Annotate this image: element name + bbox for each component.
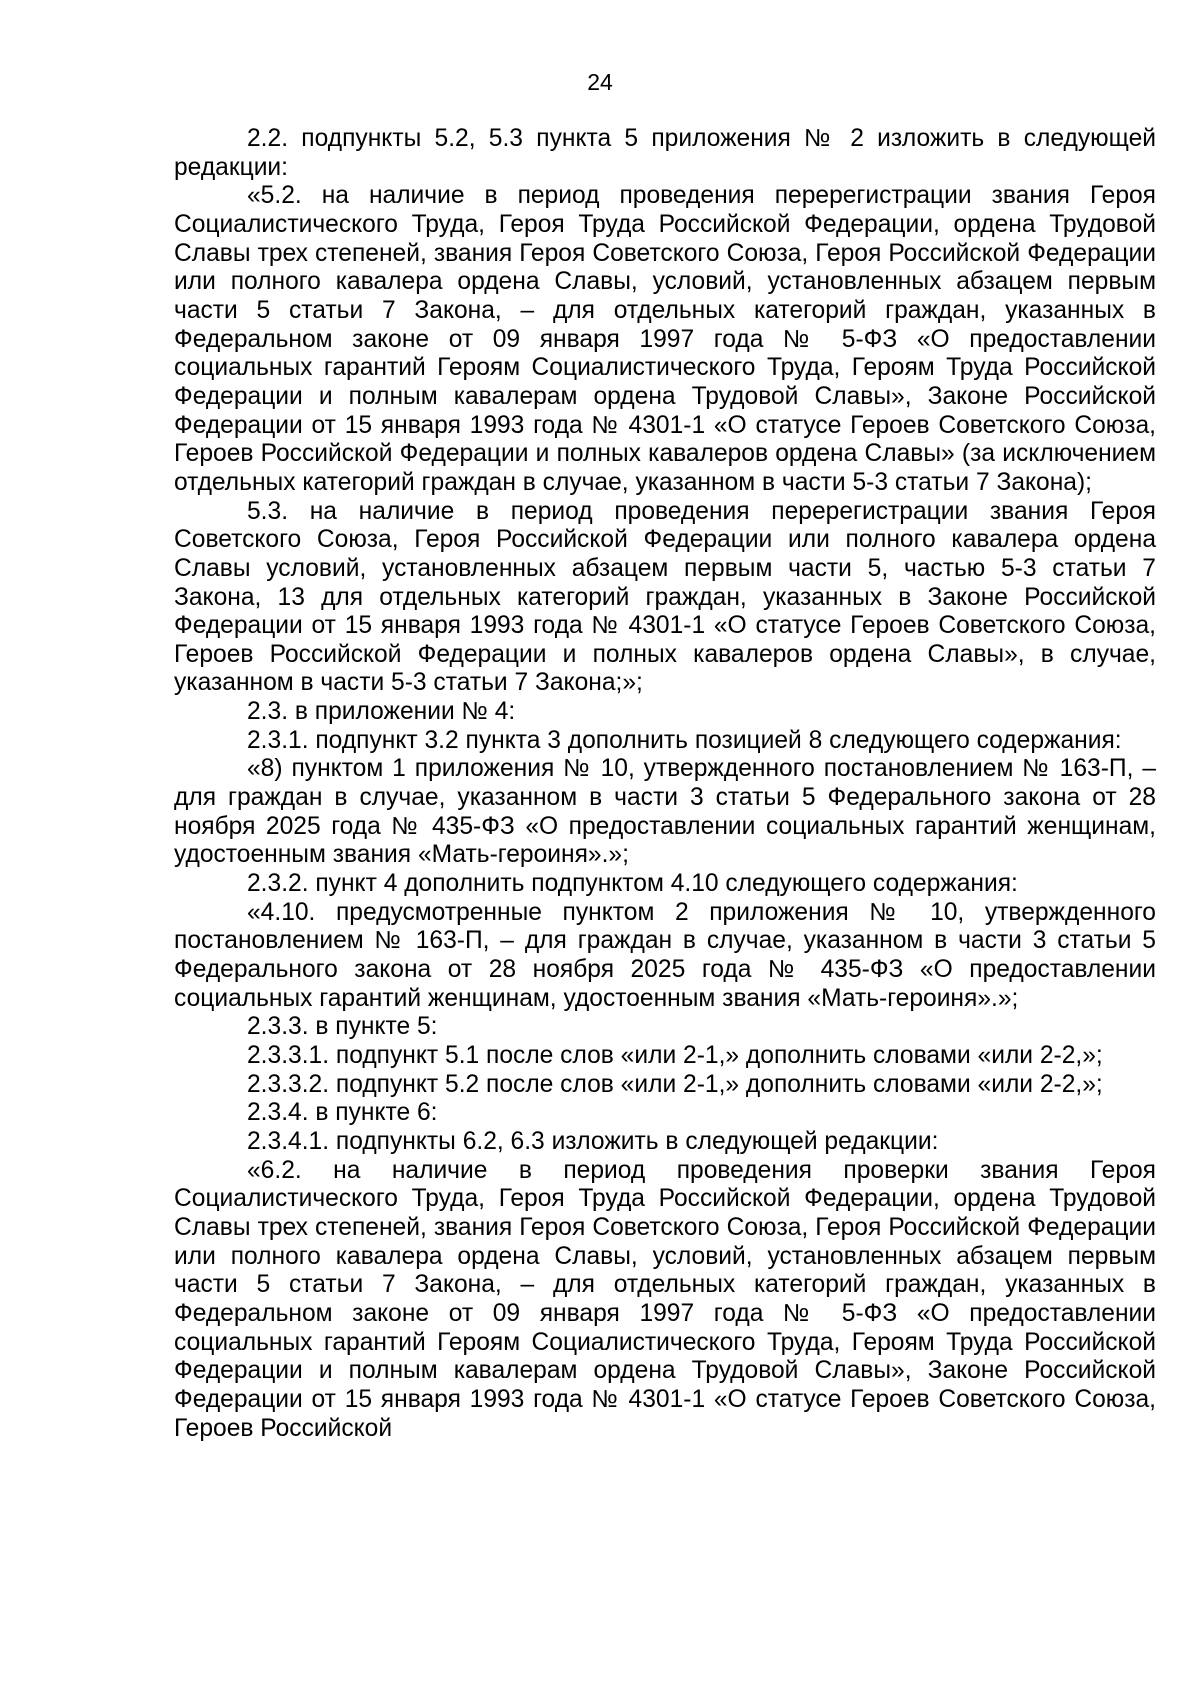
page-number: 24 [587,69,613,95]
paragraph-6-2: «6.2. на наличие в период проведения проверки звания Героя Социалистического Труда, Героя Труда Российской Федерации, ордена Трудовой Славы трех степеней, звания Героя Советского Союза, Героя Российской Федерации или полного кавалера ордена Славы, условий, установленных абзацем первым части 5 статьи 7 Закона, – для отдельных категорий граждан, указанных в Федеральном законе от 09 января 1997 года № 5-ФЗ «О предоставлении социальных гарантий Героям Социалистического Труда, Героям Труда Российской Федерации и полным кавалерам ордена Трудовой Славы», Законе Российской Федерации от 15 января 1993 года № 4301-1 «О статусе Героев Советского Союза, Героев Российской [174,1156,1156,1442]
paragraph-2-3-2: 2.3.2. пункт 4 дополнить подпунктом 4.10 следующего содержания: [247,870,1018,898]
paragraph-5-3: 5.3. на наличие в период проведения перерегистрации звания Героя Советского Союза, Героя Российской Федерации или полного кавалера ордена Славы условий, установленных абзацем первым части 5, частью 5-3 статьи 7 Закона, 13 для отдельных категорий граждан, указанных в Законе Российской Федерации от 15 января 1993 года № 4301-1 «О статусе Героев Советского Союза, Героев Российской Федерации и полных кавалеров ордена Славы», в случае, указанном в части 5-3 статьи 7 Закона;»; [174,497,1156,697]
paragraph-5-2: «5.2. на наличие в период проведения перерегистрации звания Героя Социалистического Труда, Героя Труда Российской Федерации, ордена Трудовой Славы трех степеней, звания Героя Советского Союза, Героя Российской Федерации или полного кавалера ордена Славы, условий, установленных абзацем первым части 5 статьи 7 Закона, – для отдельных категорий граждан, указанных в Федеральном законе от 09 января 1997 года № 5-ФЗ «О предоставлении социальных гарантий Героям Социалистического Труда, Героям Труда Российской Федерации и полным кавалерам ордена Трудовой Славы», Законе Российской Федерации от 15 января 1993 года № 4301-1 «О статусе Героев Советского Союза, Героев Российской Федерации и полных кавалеров ордена Славы» (за исключением отдельных категорий граждан в случае, указанном в части 5-3 статьи 7 Закона); [174,182,1156,496]
paragraph-2-3-1: 2.3.1. подпункт 3.2 пункта 3 дополнить позицией 8 следующего содержания: [247,726,1122,754]
paragraph-2-3: 2.3. в приложении № 4: [247,698,516,726]
paragraph-2-2: 2.2. подпункты 5.2, 5.3 пункта 5 приложения № 2 изложить в следующей редакции: [174,125,1156,181]
paragraph-item-8: «8) пунктом 1 приложения № 10, утвержденного постановлением № 163-П, – для граждан в случае, указанном в части 3 статьи 5 Федерального закона от 28 ноября 2025 года № 435-ФЗ «О предоставлении социальных гарантий женщинам, удостоенным звания «Мать-героиня».»; [174,755,1156,869]
paragraph-4-10: «4.10. предусмотренные пунктом 2 приложения № 10, утвержденного постановлением № 163-П, – для граждан в случае, указанном в части 3 статьи 5 Федерального закона от 28 ноября 2025 года № 435-ФЗ «О предоставлении социальных гарантий женщинам, удостоенным звания «Мать-героиня».»; [174,898,1156,1012]
paragraph-2-3-4: 2.3.4. в пункте 6: [247,1099,438,1127]
document-body [174,125,1156,1443]
paragraph-2-3-3-1: 2.3.3.1. подпункт 5.1 после слов «или 2-1,» дополнить словами «или 2-2,»; [247,1042,1103,1069]
paragraph-2-3-3-2: 2.3.3.2. подпункт 5.2 после слов «или 2-1,» дополнить словами «или 2-2,»; [247,1070,1103,1098]
paragraph-2-3-3: 2.3.3. в пункте 5: [247,1013,438,1041]
paragraph-2-3-4-1: 2.3.4.1. подпункты 6.2, 6.3 изложить в следующей редакции: [247,1127,939,1155]
